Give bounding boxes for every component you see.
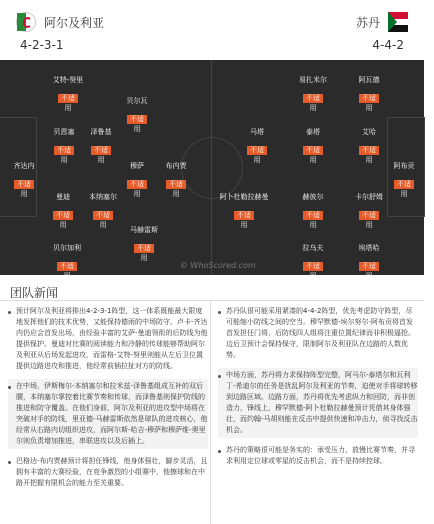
player-name: 阿卜杜勒拉赫曼 (219, 193, 269, 201)
bullet-icon (8, 461, 11, 464)
player-card[interactable] (227, 128, 287, 165)
player-status: 用 (240, 221, 248, 229)
status-badge: 不适 (57, 262, 77, 271)
player-name: 穆萨 (130, 162, 144, 170)
news-item (218, 445, 418, 467)
status-badge: 不适 (91, 146, 111, 155)
news-item (218, 306, 418, 361)
player-name: 艾哈 (362, 128, 376, 136)
player-status: 用 (365, 104, 373, 112)
status-badge: 不适 (53, 211, 73, 220)
player-name: 贝尔瓦 (126, 97, 148, 105)
player-card[interactable] (283, 76, 343, 113)
player-status: 用 (309, 272, 317, 280)
player-status: 用 (365, 221, 373, 229)
bullet-icon (8, 386, 11, 389)
player-name: 马赫雷斯 (130, 226, 158, 234)
player-name: 阿瓦德 (358, 76, 380, 84)
player-card[interactable] (37, 244, 97, 281)
player-card[interactable] (339, 128, 399, 165)
status-badge: 不适 (234, 211, 254, 220)
player-card[interactable] (214, 193, 274, 230)
player-status: 用 (309, 221, 317, 229)
status-badge: 不适 (359, 146, 379, 155)
watermark: © WhoScored.com (180, 261, 256, 270)
player-name: 阿布贡 (393, 162, 415, 170)
bullet-icon (8, 311, 11, 314)
status-badge: 不适 (303, 146, 323, 155)
home-team-name: 阿尔及利亚 (44, 15, 105, 30)
player-name: 卡尔舒姆 (355, 193, 383, 201)
status-badge: 不适 (54, 146, 74, 155)
player-status: 用 (97, 156, 105, 164)
player-status: 用 (64, 104, 72, 112)
news-text: 中场方面，苏丹将力求保持阵型完整，阿马尔-泰塔尔和瓦利丁-希迪尔的任务是扰乱阿尔及利亚的节奏，迫使对手将球转移到边路区域。边路方面，苏丹将优先考虑纵力和回防，而非创造力，锋线上，穆罕默德-阿卜杜勒拉赫曼预计凭借其身体强壮，而约翰-马胡则能在反击中提供快速和冲击力，侦寻找反击机会。 (226, 371, 418, 434)
player-name: 埃塔哈 (358, 244, 380, 252)
status-badge: 不适 (303, 211, 323, 220)
player-card[interactable] (339, 244, 399, 281)
status-badge: 不适 (127, 115, 147, 124)
news-item (8, 306, 208, 372)
player-card[interactable] (283, 193, 343, 230)
bullet-icon (218, 375, 221, 378)
status-badge: 不适 (93, 211, 113, 220)
player-name: 赫彼尔 (302, 193, 324, 201)
player-status: 用 (99, 221, 107, 229)
away-formation: 4-4-2 (372, 38, 404, 52)
status-badge: 不适 (303, 262, 323, 271)
home-news-column (8, 306, 208, 496)
status-badge: 不适 (394, 180, 414, 189)
player-name: 贝恩塞 (53, 128, 75, 136)
news-item (8, 456, 208, 489)
column-divider (210, 302, 211, 524)
player-card[interactable] (339, 193, 399, 230)
player-card[interactable] (283, 244, 343, 281)
lineup-pitch (0, 60, 424, 280)
home-formation: 4-2-3-1 (20, 38, 64, 52)
bullet-icon (218, 311, 221, 314)
player-status: 用 (133, 190, 141, 198)
news-text: 预计阿尔及利亚将排出4-2-3-1阵型，这一体系既能最大限度地发挥他们的技术优势，又能保持德雨的中场防守。卢卡-齐达内仍应会首发出场，由经验丰富的艾萨-曼迪领衔的后防线为他提供保护。曼迪对比赛的阅读能力和冷静的传球能够帮助阿尔及利亚从后场发起进攻，而雷格-艾特-努里则能从左后卫位置提供边路进攻和推进，他经常前插拉扯对方的防线。 (16, 307, 208, 370)
player-card[interactable] (339, 76, 399, 113)
news-text: 在中场，伊斯梅尔-本纳塞尔和拉米兹-泽鲁基组成互补的双后腰，本纳塞尔掌控着比赛节奏和传球，而泽鲁基则保护防线的推进和防守覆盖。在他们身前，阿尔及利亚的进攻型中场将在突破对手的防线，里亚德-马赫雷斯依然是球队的进攻核心，他经常从右路内切组织进攻，而阿尔斯-哈吉-穆萨和穆萨维-奥里尔则负责增加推进，串联进攻以及后插上。 (16, 382, 208, 445)
player-card[interactable] (38, 76, 98, 113)
player-status: 用 (133, 125, 141, 133)
news-text: 巴格达-布内贾赫预计将担任锋线，他身体强壮，脚步灵活，且拥有丰富的大赛经验，在竞争激烈的小组赛中，他擦球和在中路开把握有限机会的能力至关重要。 (16, 457, 208, 487)
player-name: 贝尔加利 (53, 244, 81, 252)
status-badge: 不适 (14, 180, 34, 189)
away-team[interactable] (356, 12, 408, 32)
status-badge: 不适 (359, 262, 379, 271)
player-name: 本纳塞尔 (89, 193, 117, 201)
status-badge: 不适 (166, 180, 186, 189)
player-name: 拉乌夫 (302, 244, 324, 252)
news-item (218, 368, 418, 438)
player-name: 曼迪 (56, 193, 70, 201)
player-status: 用 (365, 156, 373, 164)
player-status: 用 (20, 190, 28, 198)
player-name: 泽鲁基 (90, 128, 112, 136)
section-divider (0, 300, 424, 301)
player-status: 用 (59, 221, 67, 229)
player-status: 用 (365, 272, 373, 280)
player-name: 齐达内 (13, 162, 35, 170)
player-status: 用 (309, 104, 317, 112)
player-status: 用 (63, 272, 71, 280)
player-status: 用 (140, 254, 148, 262)
player-status: 用 (309, 156, 317, 164)
bullet-icon (218, 450, 221, 453)
news-text: 苏丹队很可能采用紧凑的4-4-2阵型，优先考虑防守阵型，尽可能缩小防线之间的空当。穆罕默德-埃尔努尔-阿布贡将首发首发担任门将，后防线四人组将注重位置纪律而非积极逼抢。边后卫预计会保持保守，限制阿尔及利亚队在边路的人数优势。 (226, 307, 415, 359)
player-status: 用 (60, 156, 68, 164)
match-header (0, 0, 424, 60)
player-name: 马塔 (250, 128, 264, 136)
player-name: 艾特-努里 (52, 76, 84, 84)
player-name: 泰塔 (306, 128, 320, 136)
status-badge: 不适 (359, 211, 379, 220)
home-team[interactable] (16, 12, 104, 32)
algeria-flag-icon (16, 12, 36, 32)
status-badge: 不适 (303, 94, 323, 103)
player-name: 易扎米尔 (299, 76, 327, 84)
player-card[interactable] (73, 193, 133, 230)
player-status: 用 (400, 190, 408, 198)
status-badge: 不适 (247, 146, 267, 155)
status-badge: 不适 (127, 180, 147, 189)
player-card[interactable] (114, 226, 174, 263)
player-status: 用 (253, 156, 261, 164)
status-badge: 不适 (359, 94, 379, 103)
player-name: 布内贾 (165, 162, 187, 170)
away-team-name: 苏丹 (355, 15, 380, 30)
news-text: 苏丹的策略很可能是务实的：承受压力，放慢比赛节奏，并寻求利用定位球或零星的反击机会，而不是持续控球。 (226, 446, 415, 465)
player-status: 用 (172, 190, 180, 198)
status-badge: 不适 (134, 244, 154, 253)
player-card[interactable] (283, 128, 343, 165)
status-badge: 不适 (58, 94, 78, 103)
player-card[interactable] (71, 128, 131, 165)
team-news-title: 团队新闻 (10, 286, 59, 300)
sudan-flag-icon (388, 12, 408, 32)
away-news-column (218, 306, 418, 474)
news-item (8, 379, 208, 449)
player-card[interactable] (146, 162, 206, 199)
